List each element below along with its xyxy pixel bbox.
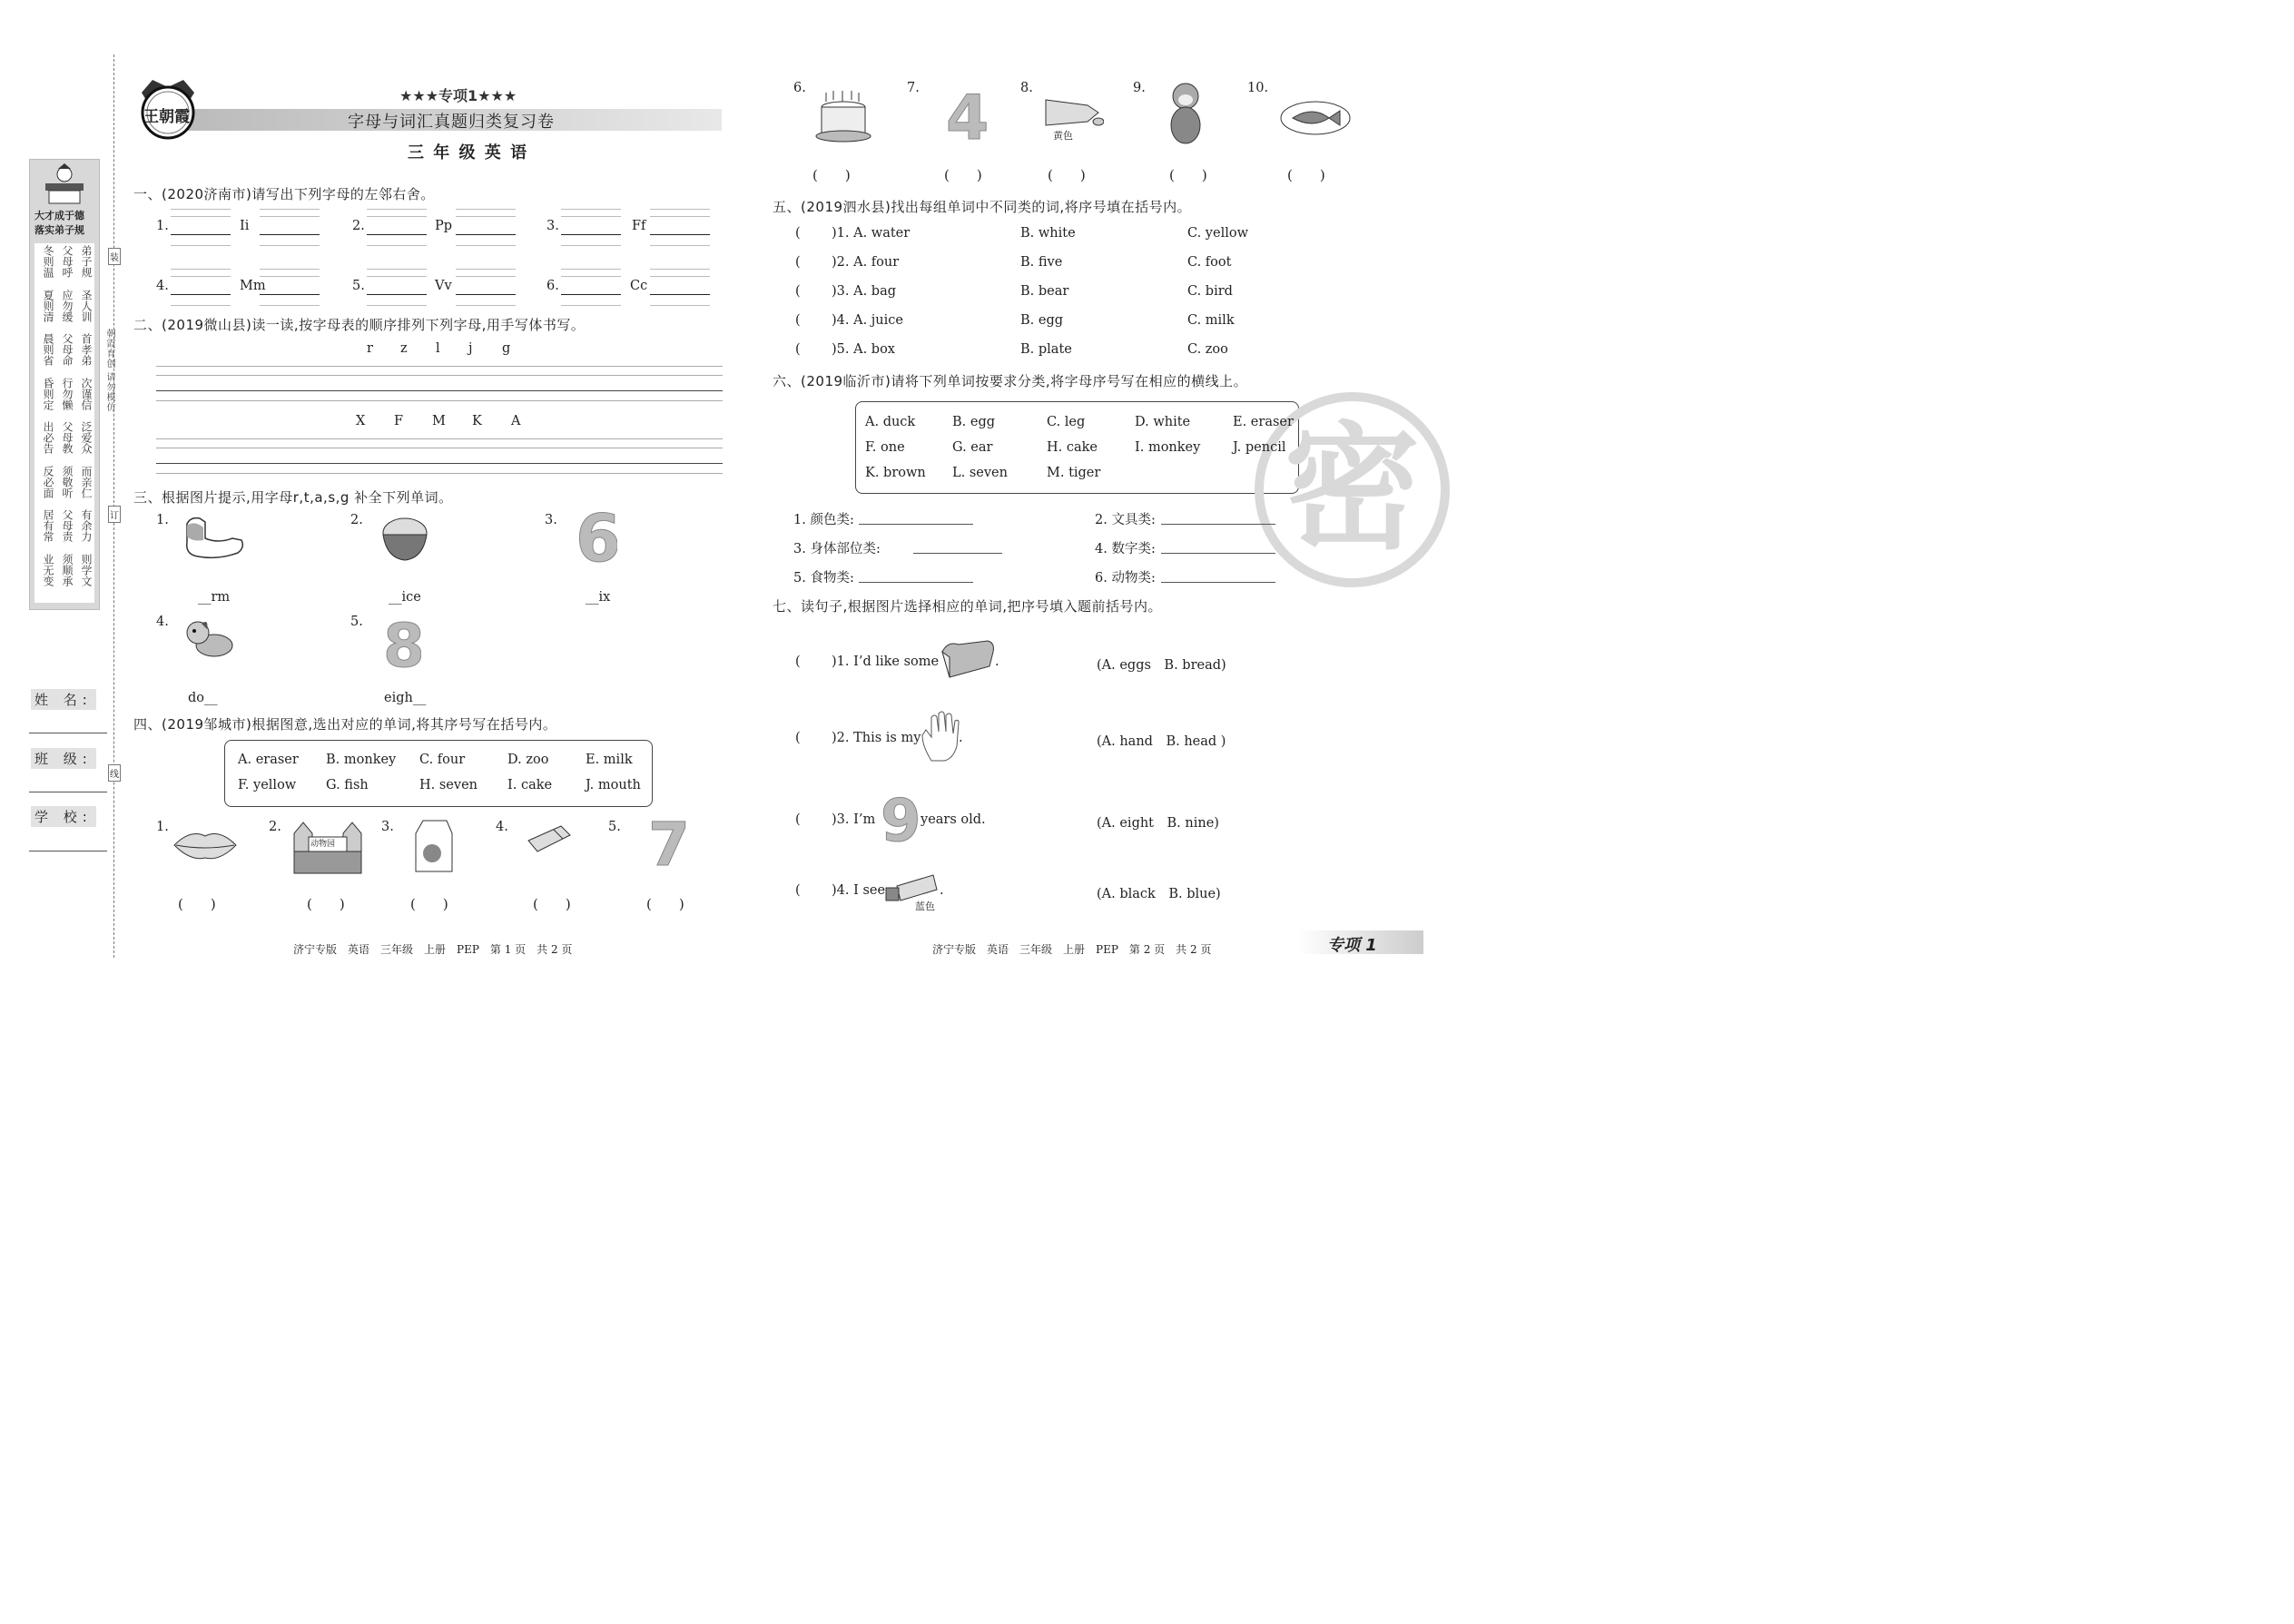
s2-letter: j (468, 341, 473, 356)
s1-right-blank[interactable] (650, 294, 710, 295)
sidebar-motto-1: 大才成于德 (34, 210, 84, 221)
sidebar-poem-verse: 而亲仁 (80, 465, 93, 498)
s6-option: C. leg (1047, 415, 1086, 429)
s5-option-c: C. foot (1187, 255, 1232, 270)
page-subtitle: 三 年 级 英 语 (408, 143, 529, 162)
s2-writing-line[interactable] (156, 390, 723, 391)
s5-option-b: B. five (1020, 255, 1063, 270)
sidebar-poem-verse: 父母呼 (61, 245, 74, 278)
s2-writing-line (156, 400, 723, 401)
s6-answer-blank[interactable] (859, 524, 973, 525)
s2-letter: l (436, 341, 440, 356)
s1-given-letters: Mm (240, 279, 266, 293)
s6-answer-blank[interactable] (913, 553, 1002, 554)
s2-letter: M (432, 414, 446, 428)
hand-icon (919, 710, 962, 766)
s7-sentence: )3. I’m (832, 812, 876, 827)
s1-left-blank[interactable] (561, 234, 621, 235)
s1-right-blank (650, 209, 710, 210)
s1-right-blank (260, 305, 320, 306)
paint-color-label: 蓝色 (915, 901, 935, 912)
s3-item-number: 4. (156, 615, 169, 629)
svg-text:6: 6 (576, 508, 617, 568)
s4-answer-paren[interactable]: ( ) (1169, 167, 1207, 183)
s4-item-number: 2. (269, 820, 281, 834)
s7-open-paren[interactable]: ( (795, 655, 801, 669)
s1-right-blank[interactable] (650, 234, 710, 235)
section-5-heading: 五、(2019泗水县)找出每组单词中不同类的词,将序号填在括号内。 (773, 199, 1192, 215)
s1-left-blank[interactable] (171, 294, 231, 295)
sidebar-poem-verse: 须敬听 (61, 465, 74, 498)
s7-sentence-end: years old. (921, 812, 986, 827)
zoo-sign-label: 动物园 (310, 840, 336, 849)
s1-left-blank[interactable] (367, 294, 427, 295)
sidebar-poem-verse: 夏则清 (42, 289, 54, 322)
sidebar-poem-verse: 晨则省 (42, 333, 54, 366)
s4-option: J. mouth (586, 778, 641, 792)
s1-left-blank (367, 209, 427, 210)
s1-given-letters: Cc (630, 279, 648, 293)
s1-right-blank (456, 245, 516, 246)
sidebar-poem-verse: 有余力 (80, 509, 93, 542)
s4-option: E. milk (586, 753, 633, 767)
s5-open-paren[interactable]: ( (795, 313, 801, 328)
s1-left-blank (367, 276, 427, 277)
s2-letter: z (400, 341, 408, 356)
s6-option: B. egg (952, 415, 996, 429)
s2-writing-line (156, 438, 723, 439)
s1-given-letters: Pp (435, 219, 453, 233)
fold-mark-2: 订 (108, 506, 121, 523)
s2-writing-line[interactable] (156, 463, 723, 464)
s1-given-letters: Ii (240, 219, 250, 233)
s1-right-blank (456, 305, 516, 306)
section-4-heading: 四、(2019邹城市)根据图意,选出对应的单词,将其序号写在括号内。 (133, 716, 557, 733)
s2-writing-line (156, 366, 723, 367)
section-6-heading: 六、(2019临沂市)请将下列单词按要求分类,将字母序号写在相应的横线上。 (773, 373, 1248, 389)
s1-left-blank (171, 269, 231, 270)
s7-open-paren[interactable]: ( (795, 731, 801, 745)
s1-left-blank (367, 269, 427, 270)
s3-item-number: 1. (156, 513, 169, 527)
eraser-icon (527, 822, 572, 857)
s6-category-label: 6. 动物类: (1095, 571, 1156, 586)
s6-option: I. monkey (1135, 440, 1201, 455)
s1-right-blank (260, 269, 320, 270)
s4-item-number: 5. (608, 820, 621, 834)
s5-option-a: )1. A. water (832, 226, 911, 241)
s2-letter: g (502, 341, 511, 356)
s3-item-number: 3. (545, 513, 557, 527)
s1-right-blank (650, 305, 710, 306)
s4-answer-paren[interactable]: ( ) (646, 896, 684, 912)
s4-answer-paren[interactable]: ( ) (533, 896, 571, 912)
sidebar-mascot-icon (40, 163, 89, 205)
s6-option: L. seven (952, 466, 1008, 480)
page-title: 字母与词汇真题归类复习卷 (348, 113, 555, 132)
section-3-heading: 三、根据图片提示,用字母r,t,a,s,g 补全下列单词。 (133, 489, 453, 506)
s2-letter: K (472, 414, 482, 428)
s3-item-number: 5. (350, 615, 363, 629)
s1-left-blank (367, 216, 427, 217)
s5-option-a: )3. A. bag (832, 284, 896, 299)
s5-option-c: C. bird (1187, 284, 1233, 299)
s4-option: A. eraser (238, 753, 299, 767)
s1-left-blank (561, 245, 621, 246)
s1-left-blank (561, 305, 621, 306)
sidebar-poem-verse: 则学文 (80, 553, 93, 586)
s4-item-number: 1. (156, 820, 169, 834)
s4-answer-paren[interactable]: ( ) (1287, 167, 1325, 183)
header-badge: ★★★专项1★★★ (399, 87, 517, 104)
sidebar-poem-verse: 昏则定 (42, 377, 54, 410)
s5-open-paren[interactable]: ( (795, 284, 801, 299)
s2-letter: F (394, 414, 404, 428)
s3-word-blank[interactable]: __ice (389, 590, 421, 605)
s4-option: D. zoo (507, 753, 549, 767)
s1-left-blank (171, 209, 231, 210)
section-4-option-box (224, 740, 653, 807)
s1-right-blank (650, 245, 710, 246)
s1-left-blank (171, 216, 231, 217)
s6-category-label: 1. 颜色类: (793, 513, 854, 527)
s1-left-blank (171, 276, 231, 277)
s5-option-a: )2. A. four (832, 255, 900, 270)
s5-option-a: )5. A. box (832, 342, 895, 357)
number-four-icon (944, 86, 988, 148)
class-label: 班 级: (31, 748, 96, 769)
s5-open-paren[interactable]: ( (795, 342, 801, 357)
s6-option: A. duck (865, 415, 916, 429)
sidebar-poem-verse: 须顺承 (61, 553, 74, 586)
s5-option-c: C. yellow (1187, 226, 1248, 241)
s1-right-blank[interactable] (456, 294, 516, 295)
s3-word-blank[interactable]: __rm (198, 590, 231, 605)
s1-left-blank[interactable] (561, 294, 621, 295)
s1-right-blank (456, 209, 516, 210)
s6-option: H. cake (1047, 440, 1098, 455)
s4-answer-paren[interactable]: ( ) (178, 896, 216, 912)
s1-right-blank (456, 276, 516, 277)
s2-writing-line (156, 473, 723, 474)
sidebar-poem-verse: 行勿懒 (61, 377, 74, 410)
section-2-heading: 二、(2019微山县)读一读,按字母表的顺序排列下列字母,用手写体书写。 (133, 317, 586, 333)
s7-sentence-end: . (940, 883, 944, 898)
s1-right-blank[interactable] (260, 294, 320, 295)
s1-left-blank[interactable] (367, 234, 427, 235)
s1-right-blank (456, 216, 516, 217)
s6-option: E. eraser (1233, 415, 1294, 429)
number-seven-icon (646, 814, 688, 874)
s4-item-number: 8. (1020, 81, 1033, 95)
s1-right-blank (260, 216, 320, 217)
s5-option-c: C. zoo (1187, 342, 1228, 357)
s1-right-blank[interactable] (456, 234, 516, 235)
s2-letter: X (356, 414, 366, 428)
logo-text: 王朝霞 (143, 108, 190, 126)
s7-sentence: )4. I see (832, 883, 886, 898)
s4-option: I. cake (507, 778, 553, 792)
s1-right-blank (260, 276, 320, 277)
s7-sentence-end: . (959, 731, 963, 745)
s7-sentence-end: . (995, 655, 999, 669)
s1-right-blank (456, 269, 516, 270)
s2-letter: r (367, 341, 373, 356)
s7-sentence: )2. This is my (832, 731, 921, 745)
sidebar-poem-verse: 父母责 (61, 509, 74, 542)
s5-option-a: )4. A. juice (832, 313, 903, 328)
s2-letter: A (511, 414, 521, 428)
sidebar-poem-verse: 次谨信 (80, 377, 93, 410)
s6-option: J. pencil (1233, 440, 1286, 455)
s4-answer-paren[interactable]: ( ) (1048, 167, 1086, 183)
sidebar-motto-2: 落实弟子规 (34, 224, 84, 236)
s6-category-label: 5. 食物类: (793, 571, 854, 586)
s7-choices: (A. eggs B. bread) (1097, 658, 1226, 673)
s4-option: G. fish (326, 778, 369, 792)
arm-icon (182, 515, 245, 569)
s4-option: F. yellow (238, 778, 297, 792)
s6-answer-blank[interactable] (1161, 582, 1275, 583)
s6-answer-blank[interactable] (859, 582, 973, 583)
s6-answer-blank[interactable] (1161, 553, 1275, 554)
sidebar-poem-verse: 父母命 (61, 333, 74, 366)
s4-item-number: 3. (381, 820, 394, 834)
s7-sentence: )1. I’d like some (832, 655, 940, 669)
s4-item-number: 7. (907, 81, 920, 95)
svg-text:8: 8 (383, 615, 421, 672)
monkey-icon (1162, 80, 1209, 151)
s4-answer-paren[interactable]: ( ) (307, 896, 345, 912)
s5-option-b: B. plate (1020, 342, 1072, 357)
name-label: 姓 名: (31, 689, 96, 710)
side-notes: 朝霞育创 请勿模仿 (104, 329, 114, 413)
s1-left-blank (367, 305, 427, 306)
s4-option: C. four (419, 753, 466, 767)
s1-left-blank (171, 305, 231, 306)
sidebar-poem-verse: 泛爱众 (80, 421, 93, 454)
s4-item-number: 6. (793, 81, 806, 95)
svg-text:9: 9 (881, 792, 919, 848)
s4-option: H. seven (419, 778, 478, 792)
sidebar-poem-verse: 应勿缓 (61, 289, 74, 322)
s1-given-letters: Vv (435, 279, 452, 293)
sidebar-poem-verse: 冬则温 (42, 245, 54, 278)
dog-icon (182, 615, 240, 667)
svg-text:7: 7 (648, 814, 688, 871)
s5-option-b: B. bear (1020, 284, 1069, 299)
s4-item-number: 9. (1133, 81, 1146, 95)
s1-right-blank (650, 216, 710, 217)
s5-option-b: B. egg (1020, 313, 1064, 328)
section-7-heading: 七、读句子,根据图片选择相应的单词,把序号填入题前括号内。 (773, 598, 1163, 615)
sidebar-poem-verse: 父母教 (61, 421, 74, 454)
s1-right-blank (650, 276, 710, 277)
s3-word-blank[interactable]: __ix (586, 590, 611, 605)
s1-right-blank[interactable] (260, 234, 320, 235)
s4-item-number: 10. (1247, 81, 1269, 95)
s6-option: G. ear (952, 440, 993, 455)
s1-left-blank (367, 245, 427, 246)
lips-icon (172, 827, 238, 867)
s1-item-number: 6. (546, 279, 559, 293)
s1-left-blank (171, 245, 231, 246)
s6-option: D. white (1135, 415, 1191, 429)
s1-left-blank (561, 269, 621, 270)
fold-mark-1: 装 (108, 248, 121, 265)
footer-tag: 专项 1 (1327, 936, 1377, 955)
s5-option-b: B. white (1020, 226, 1076, 241)
school-label: 学 校: (31, 806, 96, 827)
fold-mark-3: 线 (108, 764, 121, 782)
milk-carton-icon (410, 819, 456, 877)
fish-plate-icon (1280, 100, 1351, 140)
s1-item-number: 5. (352, 279, 365, 293)
footer-right: 济宁专版 英语 三年级 上册 PEP 第 2 页 共 2 页 (932, 943, 1212, 956)
s1-item-number: 3. (546, 219, 559, 233)
s1-left-blank (561, 216, 621, 217)
s6-option: M. tiger (1047, 466, 1101, 480)
section-1-heading: 一、(2020济南市)请写出下列字母的左邻右舍。 (133, 186, 435, 202)
s1-given-letters: Ff (632, 219, 646, 233)
s7-choices: (A. eight B. nine) (1097, 816, 1219, 831)
footer-left: 济宁专版 英语 三年级 上册 PEP 第 1 页 共 2 页 (293, 943, 573, 956)
number-six-icon (574, 508, 617, 572)
s5-open-paren[interactable]: ( (795, 226, 801, 241)
s6-option: K. brown (865, 466, 926, 480)
s4-option: B. monkey (326, 753, 397, 767)
s2-writing-line (156, 375, 723, 376)
s1-left-blank[interactable] (171, 234, 231, 235)
s1-left-blank (561, 209, 621, 210)
s6-category-label: 3. 身体部位类: (793, 542, 881, 556)
s1-item-number: 2. (352, 219, 365, 233)
sidebar-poem-verse: 出必告 (42, 421, 54, 454)
cake-icon (815, 89, 871, 149)
s1-item-number: 1. (156, 219, 169, 233)
s5-open-paren[interactable]: ( (795, 255, 801, 270)
s4-answer-paren[interactable]: ( ) (410, 896, 448, 912)
number-eight-icon (381, 615, 421, 675)
s4-item-number: 4. (496, 820, 508, 834)
s1-right-blank (260, 245, 320, 246)
s3-word-blank[interactable]: do__ (188, 691, 218, 705)
s1-right-blank (260, 209, 320, 210)
s3-item-number: 2. (350, 513, 363, 527)
sidebar-poem-verse: 弟子规 (80, 245, 93, 278)
s6-answer-blank[interactable] (1161, 524, 1275, 525)
stamp-char: 密 (1284, 410, 1421, 568)
svg-text:4: 4 (946, 86, 988, 144)
s5-option-c: C. milk (1187, 313, 1235, 328)
bread-icon (940, 639, 995, 683)
sidebar-poem-verse: 反必面 (42, 465, 54, 498)
sidebar-poem-verse: 业无变 (42, 553, 54, 586)
s4-answer-paren[interactable]: ( ) (812, 167, 851, 183)
s7-choices: (A. black B. blue) (1097, 887, 1221, 901)
number-nine-icon (881, 792, 919, 851)
s3-word-blank[interactable]: eigh__ (384, 691, 427, 705)
s7-open-paren[interactable]: ( (795, 883, 801, 898)
s4-answer-paren[interactable]: ( ) (944, 167, 982, 183)
s1-right-blank (650, 269, 710, 270)
sidebar-poem-verse: 首孝弟 (80, 333, 93, 366)
sidebar-poem-verse: 居有常 (42, 509, 54, 542)
sidebar-poem-verse: 圣人训 (80, 289, 93, 322)
s7-open-paren[interactable]: ( (795, 812, 801, 827)
rice-bowl-icon (379, 513, 430, 567)
s6-option: F. one (865, 440, 905, 455)
s1-left-blank (561, 276, 621, 277)
paint-color-label: 黄色 (1053, 130, 1073, 142)
s6-category-label: 2. 文具类: (1095, 513, 1156, 527)
s6-category-label: 4. 数字类: (1095, 542, 1156, 556)
s7-choices: (A. hand B. head ) (1097, 734, 1226, 749)
s1-item-number: 4. (156, 279, 169, 293)
